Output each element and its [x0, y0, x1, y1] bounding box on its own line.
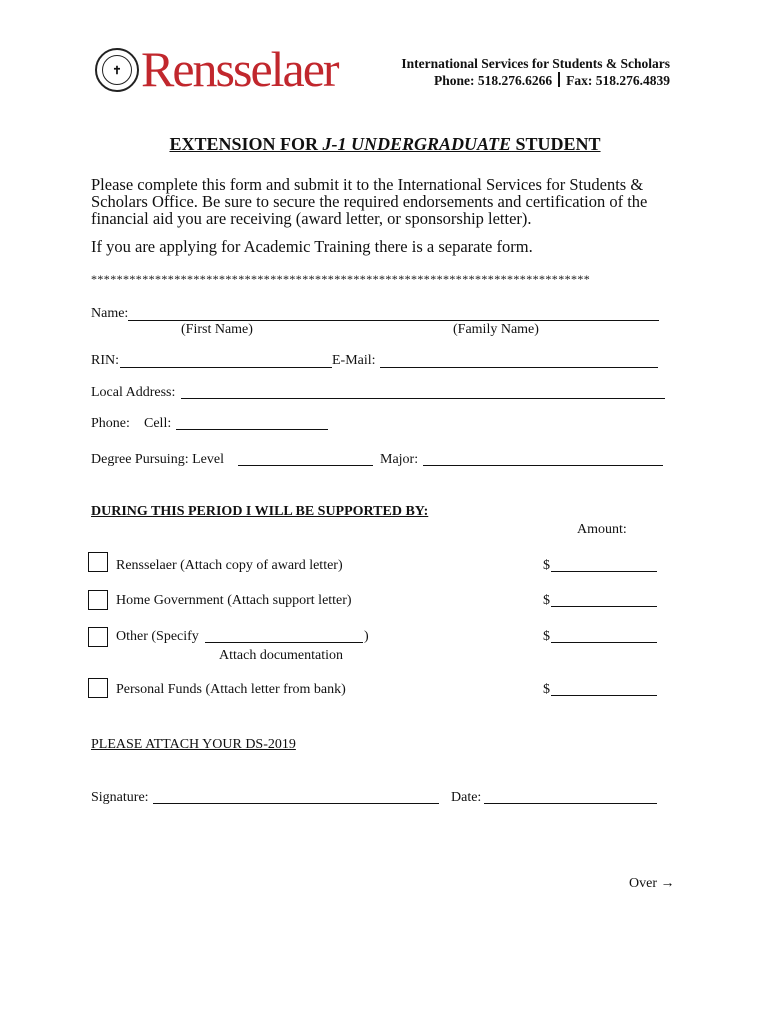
currency-symbol: $ — [543, 682, 550, 697]
other-checkbox[interactable] — [88, 627, 108, 647]
over-page-note: Over → — [629, 876, 675, 891]
office-name: International Services for Students & Scholars — [401, 56, 670, 71]
date-label: Date: — [451, 790, 482, 805]
office-info — [401, 55, 670, 89]
personal-funds-option-label: Personal Funds (Attach letter from bank) — [116, 682, 346, 697]
rensselaer-seal-logo: ✝ — [95, 48, 139, 92]
signature-field[interactable] — [153, 803, 439, 804]
currency-symbol: $ — [543, 629, 550, 644]
rensselaer-amount-field[interactable] — [551, 571, 657, 572]
attach-ds2019-note: PLEASE ATTACH YOUR DS-2019 — [91, 737, 296, 752]
office-phone: Phone: 518.276.6266 — [434, 73, 553, 88]
rin-field[interactable] — [120, 367, 332, 368]
title-emphasis: J-1 UNDERGRADUATE — [322, 134, 512, 154]
degree-level-label: Degree Pursuing: Level — [91, 452, 224, 467]
cell-field[interactable] — [176, 429, 328, 430]
rensselaer-option-label: Rensselaer (Attach copy of award letter) — [116, 558, 343, 573]
support-heading: DURING THIS PERIOD I WILL BE SUPPORTED BY: — [91, 504, 429, 519]
degree-level-field[interactable] — [238, 465, 373, 466]
other-option-label: Other (Specify — [116, 629, 199, 644]
first-name-caption: (First Name) — [181, 322, 253, 337]
phone-label: Phone: — [91, 416, 130, 431]
intro-paragraph: Please complete this form and submit it to the International Services for Students & Scholars Office. Be sure to secure the required endorsements and certification of the financial aid you are receiving (award letter, or sponsorship letter). — [91, 175, 648, 228]
other-attach-note: Attach documentation — [219, 648, 344, 663]
academic-training-note: If you are applying for Academic Training there is a separate form. — [91, 237, 533, 256]
rensselaer-logo: Rensselaer — [141, 41, 338, 97]
local-address-label: Local Address: — [91, 385, 176, 400]
currency-symbol: $ — [543, 593, 550, 608]
office-fax: Fax: 518.276.4839 — [566, 73, 670, 88]
signature-label: Signature: — [91, 790, 149, 805]
name-field[interactable] — [128, 320, 659, 321]
rin-label: RIN: — [91, 353, 119, 368]
other-close-paren: ) — [364, 629, 369, 644]
form-title: EXTENSION FOR J-1 UNDERGRADUATE STUDENT — [169, 134, 601, 154]
home-government-amount-field[interactable] — [551, 606, 657, 607]
home-government-checkbox[interactable] — [88, 590, 108, 610]
local-address-field[interactable] — [181, 398, 665, 399]
major-field[interactable] — [423, 465, 663, 466]
name-label: Name: — [91, 306, 129, 321]
family-name-caption: (Family Name) — [453, 322, 539, 337]
cell-label: Cell: — [144, 416, 172, 431]
email-label: E-Mail: — [332, 353, 376, 368]
rensselaer-checkbox[interactable] — [88, 552, 108, 572]
other-amount-field[interactable] — [551, 642, 657, 643]
personal-funds-checkbox[interactable] — [88, 678, 108, 698]
date-field[interactable] — [484, 803, 657, 804]
currency-symbol: $ — [543, 558, 550, 573]
personal-funds-amount-field[interactable] — [551, 695, 657, 696]
amount-label: Amount: — [577, 522, 627, 537]
home-government-option-label: Home Government (Attach support letter) — [116, 593, 352, 608]
major-label: Major: — [380, 452, 419, 467]
divider-stars: ****************************************************************************** — [91, 272, 591, 286]
office-contact — [401, 72, 670, 89]
other-specify-field[interactable] — [205, 642, 363, 643]
email-field[interactable] — [380, 367, 658, 368]
